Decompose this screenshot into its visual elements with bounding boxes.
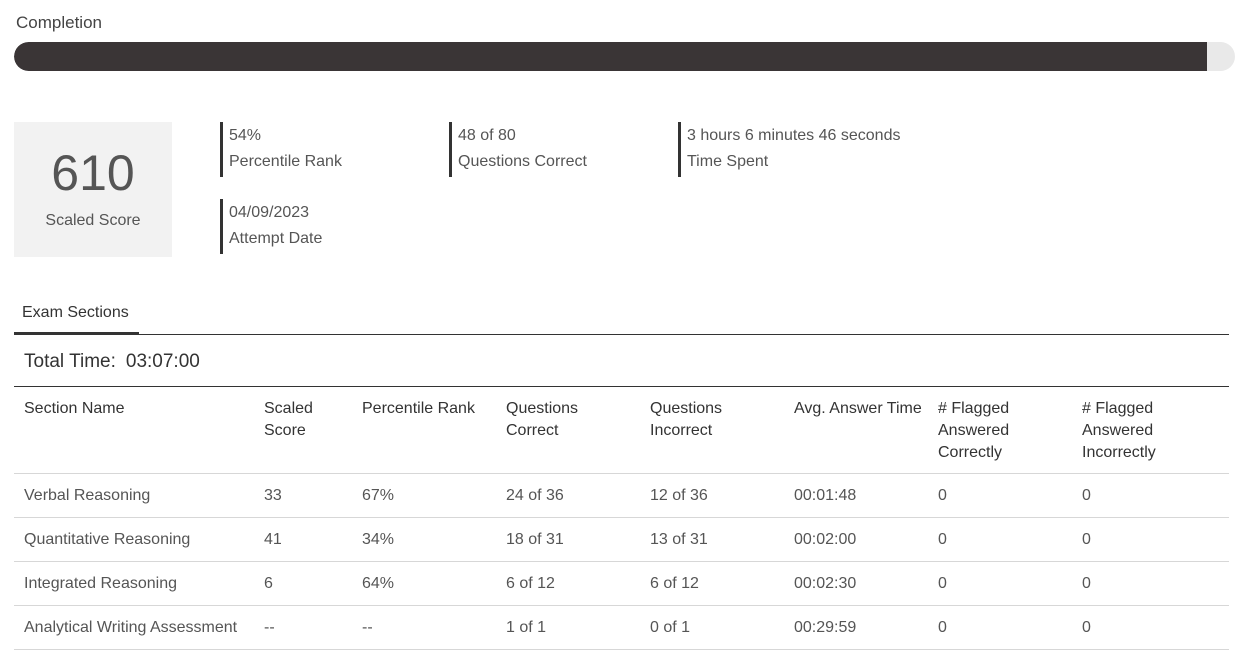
table-row xyxy=(14,562,1229,606)
cell-questions-incorrect: 12 of 36 xyxy=(640,474,784,518)
table-row xyxy=(14,518,1229,562)
stat-percentile-rank xyxy=(220,122,342,177)
cell-section-name: Verbal Reasoning xyxy=(14,474,254,518)
cell-avg-answer-time: 00:02:30 xyxy=(784,562,928,606)
stat-attempt-date xyxy=(220,199,322,254)
column-header-flagged-incorrect: # Flagged Answered Incorrectly xyxy=(1082,400,1156,461)
cell-scaled-score: 6 xyxy=(254,562,352,606)
cell-section-name: Analytical Writing Assessment xyxy=(14,606,254,650)
stat-questions-correct xyxy=(449,122,587,177)
total-time-value: 03:07:00 xyxy=(125,351,200,372)
cell-flagged-incorrect: 0 xyxy=(1072,606,1229,650)
stat-label: Attempt Date xyxy=(229,230,323,247)
column-header-questions-incorrect: Questions Incorrect xyxy=(650,400,723,439)
cell-avg-answer-time: 00:29:59 xyxy=(784,606,928,650)
cell-questions-correct: 18 of 31 xyxy=(496,518,640,562)
completion-label: Completion xyxy=(16,13,102,32)
cell-questions-correct: 24 of 36 xyxy=(496,474,640,518)
stat-value: 04/09/2023 xyxy=(229,204,310,221)
cell-percentile-rank: -- xyxy=(352,606,496,650)
table-row xyxy=(14,474,1229,518)
cell-flagged-incorrect: 0 xyxy=(1072,562,1229,606)
table-row xyxy=(14,606,1229,650)
cell-percentile-rank: 67% xyxy=(352,474,496,518)
column-header-questions-correct: Questions Correct xyxy=(506,400,579,439)
cell-percentile-rank: 64% xyxy=(352,562,496,606)
scaled-score-card xyxy=(14,122,172,257)
completion-progress-fill xyxy=(14,42,1207,71)
stat-label: Questions Correct xyxy=(458,153,587,170)
cell-flagged-incorrect: 0 xyxy=(1072,518,1229,562)
table-header-row xyxy=(14,387,1229,474)
cell-questions-incorrect: 6 of 12 xyxy=(640,562,784,606)
column-header-scaled-score: Scaled Score xyxy=(264,400,313,439)
total-time-label: Total Time: xyxy=(24,351,116,372)
completion-progress-bar xyxy=(14,42,1235,71)
scaled-score-value: 610 xyxy=(51,145,135,201)
cell-flagged-correct: 0 xyxy=(928,474,1072,518)
tab-divider xyxy=(14,334,1229,335)
cell-flagged-correct: 0 xyxy=(928,606,1072,650)
cell-flagged-correct: 0 xyxy=(928,562,1072,606)
cell-questions-incorrect: 0 of 1 xyxy=(640,606,784,650)
column-header-flagged-correct: # Flagged Answered Correctly xyxy=(938,400,1010,461)
stat-time-spent xyxy=(678,122,900,177)
cell-section-name: Integrated Reasoning xyxy=(14,562,254,606)
tab-exam-sections[interactable]: Exam Sections xyxy=(14,302,139,335)
cell-scaled-score: 33 xyxy=(254,474,352,518)
cell-avg-answer-time: 00:02:00 xyxy=(784,518,928,562)
column-header-percentile-rank: Percentile Rank xyxy=(362,400,475,417)
stat-value: 54% xyxy=(229,127,262,144)
total-time xyxy=(24,351,200,373)
stat-value: 3 hours 6 minutes 46 seconds xyxy=(687,127,901,144)
stat-label: Time Spent xyxy=(687,153,769,170)
column-header-section-name: Section Name xyxy=(24,400,125,417)
cell-percentile-rank: 34% xyxy=(352,518,496,562)
exam-sections-table xyxy=(14,387,1229,650)
cell-flagged-correct: 0 xyxy=(928,518,1072,562)
cell-scaled-score: 41 xyxy=(254,518,352,562)
cell-flagged-incorrect: 0 xyxy=(1072,474,1229,518)
cell-questions-correct: 6 of 12 xyxy=(496,562,640,606)
stat-value: 48 of 80 xyxy=(458,127,516,144)
column-header-avg-answer-time: Avg. Answer Time xyxy=(794,400,922,417)
cell-questions-correct: 1 of 1 xyxy=(496,606,640,650)
cell-scaled-score: -- xyxy=(254,606,352,650)
cell-questions-incorrect: 13 of 31 xyxy=(640,518,784,562)
stat-label: Percentile Rank xyxy=(229,153,342,170)
cell-avg-answer-time: 00:01:48 xyxy=(784,474,928,518)
cell-section-name: Quantitative Reasoning xyxy=(14,518,254,562)
scaled-score-label: Scaled Score xyxy=(45,212,141,229)
